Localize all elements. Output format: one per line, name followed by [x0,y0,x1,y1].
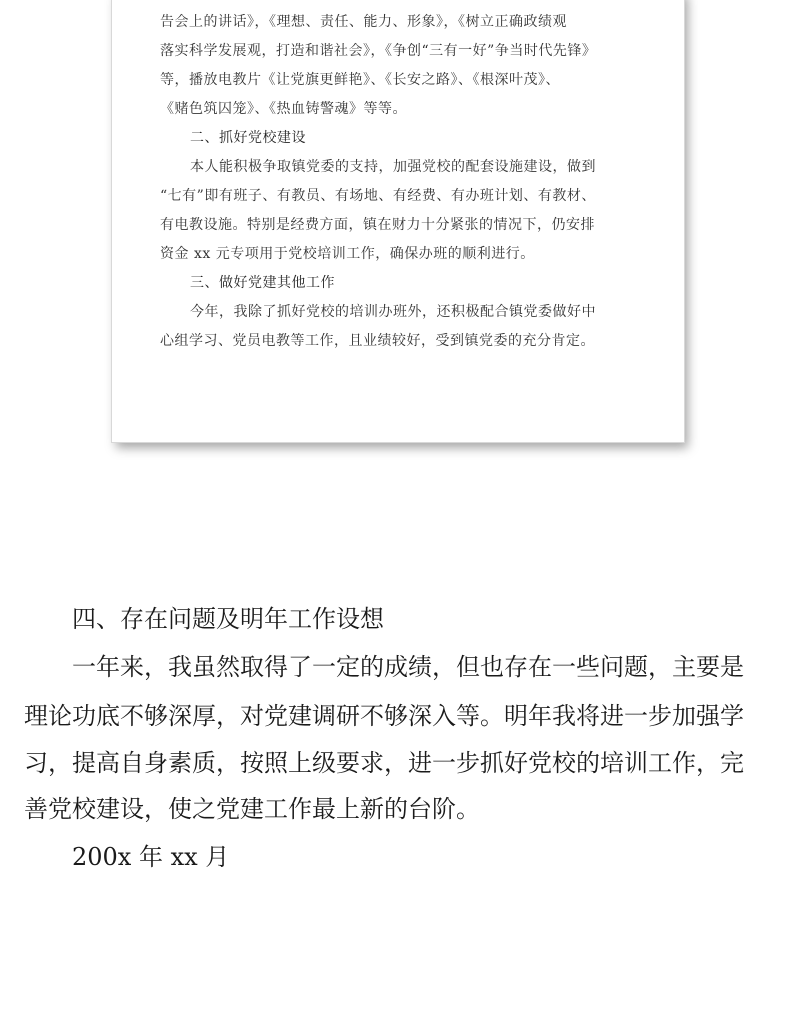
date-line: 200x 年 xx 月 [72,843,230,871]
doc-para2-line: 有电教设施。特别是经费方面，镇在财力十分紧张的情况下，仍安排 [160,217,595,233]
doc-para3-line: 心组学习、党员电教等工作，且业绩较好，受到镇党委的充分肯定。 [160,333,595,349]
doc-para1-line: 告会上的讲话》，《理想、责任、能力、形象》，《树立正确政绩观 [160,14,567,30]
doc-para3-line: 今年，我除了抓好党校的培训办班外，还积极配合镇党委做好中 [190,304,596,320]
section-heading-4: 四、存在问题及明年工作设想 [72,605,384,633]
doc-para2-line: 资金 xx 元专项用于党校培训工作，确保办班的顺利进行。 [160,246,535,262]
body-line: 习，提高自身素质，按照上级要求，进一步抓好党校的培训工作，完 [24,749,744,777]
doc-para1-line: 等，播放电教片《让党旗更鲜艳》、《长安之路》、《根深叶茂》、 [160,72,560,88]
body-line: 善党校建设，使之党建工作最上新的台阶。 [24,795,480,823]
body-line: 一年来，我虽然取得了一定的成绩，但也存在一些问题，主要是 [72,653,744,681]
doc-para2-line: “七有”即有班子、有教员、有场地、有经费、有办班计划、有教材、 [160,188,596,204]
doc-section-heading-3: 三、做好党建其他工作 [190,275,335,291]
document-page-preview [112,0,684,442]
doc-para1-line: 落实科学发展观，打造和谐社会》，《争创“三有一好”争当时代先锋》 [160,43,597,59]
doc-para1-line: 《赌色筑囚笼》、《热血铸警魂》等等。 [160,101,407,117]
doc-section-heading-2: 二、抓好党校建设 [190,130,306,146]
body-line: 理论功底不够深厚，对党建调研不够深入等。明年我将进一步加强学 [24,702,744,730]
doc-para2-line: 本人能积极争取镇党委的支持，加强党校的配套设施建设，做到 [190,159,596,175]
